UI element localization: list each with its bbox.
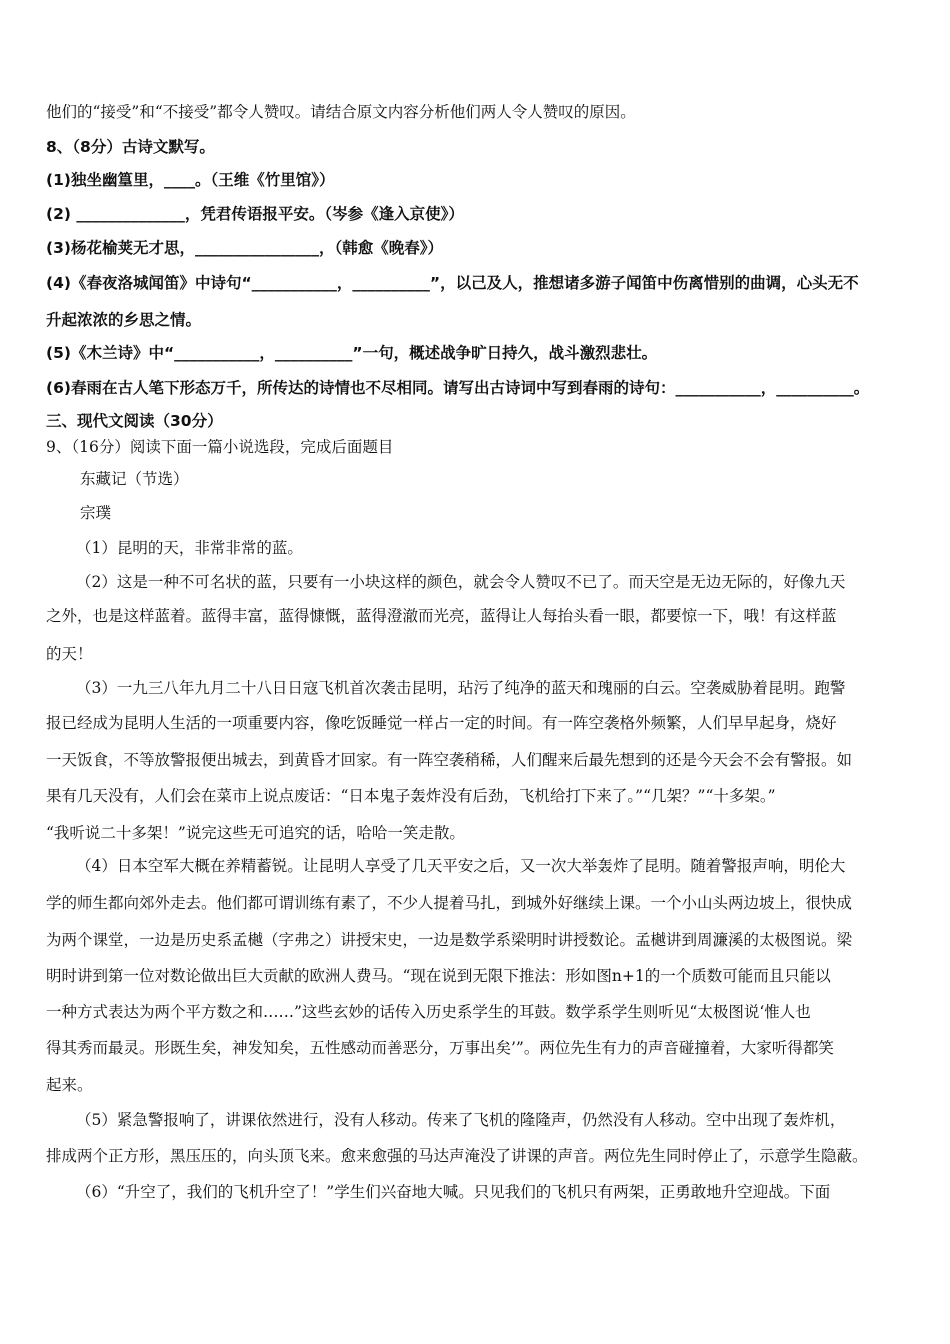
paragraph-line: （2）这是一种不可名状的蓝，只要有一小块这样的颜色，就会令人赞叹不已了。而天空是无边无际的，好像九天 <box>76 573 846 591</box>
question-8-heading: 8、（8分）古诗文默写。 <box>46 138 215 156</box>
paragraph-line: （3）一九三八年九月二十八日日寇飞机首次袭击昆明，玷污了纯净的蓝天和瑰丽的白云。空袭威胁着昆明。跑警 <box>76 679 846 697</box>
paragraph-line: 明时讲到第一位对数论做出巨大贡献的欧洲人费马。“现在说到无限下推法：形如图n+1的一个质数可能而且只能以 <box>46 967 831 985</box>
paragraph-line: “我听说二十多架！”说完这些无可追究的话，哈哈一笑走散。 <box>46 824 465 842</box>
dictation-item-5: (5)《木兰诗》中“___________，__________”一句，概述战争旷日持久，战斗激烈悲壮。 <box>46 344 658 362</box>
paragraph-line: 报已经成为昆明人生活的一项重要内容，像吃饭睡觉一样占一定的时间。有一阵空袭格外频繁，人们早早起身，烧好 <box>46 714 837 732</box>
dictation-item-3: (3)杨花榆荚无才思，________________，（韩愈《晚春》） <box>46 239 443 257</box>
paragraph-line: （5）紧急警报响了，讲课依然进行，没有人移动。传来了飞机的隆隆声，仍然没有人移动。空中出现了轰炸机， <box>76 1111 846 1129</box>
section-heading: 三、现代文阅读（30分） <box>46 412 223 430</box>
story-title: 东藏记（节选） <box>80 470 189 488</box>
text-line: 他们的“接受”和“不接受”都令人赞叹。请结合原文内容分析他们两人令人赞叹的原因。 <box>46 103 636 121</box>
paragraph-line: （4）日本空军大概在养精蓄锐。让昆明人享受了几天平安之后，又一次大举轰炸了昆明。随着警报声响，明伦大 <box>76 857 846 875</box>
paragraph-line: （6）“升空了，我们的飞机升空了！”学生们兴奋地大喊。只见我们的飞机只有两架，正勇敢地升空迎战。下面 <box>76 1183 831 1201</box>
dictation-item-4-cont: 升起浓浓的乡思之情。 <box>46 311 202 329</box>
question-9-heading: 9、（16分）阅读下面一篇小说选段，完成后面题目 <box>46 438 394 456</box>
paragraph-line: 一种方式表达为两个平方数之和……”这些玄妙的话传入历史系学生的耳鼓。数学系学生则听见“太极图说‘惟人也 <box>46 1003 811 1021</box>
paragraph-line: 的天！ <box>46 645 93 663</box>
paragraph-line: 排成两个正方形，黑压压的，向头顶飞来。愈来愈强的马达声淹没了讲课的声音。两位先生同时停止了，示意学生隐蔽。 <box>46 1147 868 1165</box>
dictation-item-2: (2) ______________，凭君传语报平安。（岑参《逢入京使》） <box>46 205 464 223</box>
paragraph-line: 之外，也是这样蓝着。蓝得丰富，蓝得慷慨，蓝得澄澈而光亮，蓝得让人每抬头看一眼，都要惊一下，哦！有这样蓝 <box>46 607 837 625</box>
paragraph-line: （1）昆明的天，非常非常的蓝。 <box>76 539 303 557</box>
paragraph-line: 起来。 <box>46 1076 93 1094</box>
dictation-item-6: (6)春雨在古人笔下形态万千，所传达的诗情也不尽相同。请写出古诗词中写到春雨的诗句：___________，__________。 <box>46 379 870 397</box>
paragraph-line: 为两个课堂，一边是历史系孟樾（字弗之）讲授宋史，一边是数学系梁明时讲授数论。孟樾讲到周濂溪的太极图说。梁 <box>46 931 853 949</box>
dictation-item-1: (1)独坐幽篁里，____。（王维《竹里馆》） <box>46 171 335 189</box>
paragraph-line: 得其秀而最灵。形既生矣，神发知矣，五性感动而善恶分，万事出矣’”。两位先生有力的声音碰撞着，大家听得都笑 <box>46 1039 834 1057</box>
story-author: 宗璞 <box>80 504 112 522</box>
dictation-item-4: (4)《春夜洛城闻笛》中诗句“___________，__________”，以己及人，推想诸多游子闻笛中伤离惜别的曲调，心头无不 <box>46 274 859 292</box>
paragraph-line: 果有几天没有，人们会在菜市上说点废话：“日本鬼子轰炸没有后劲，飞机给打下来了。”“几架？”“十多架。” <box>46 787 776 805</box>
paragraph-line: 学的师生都向郊外走去。他们都可谓训练有素了，不少人提着马扎，到城外好继续上课。一个小山头两边坡上，很快成 <box>46 894 853 912</box>
paragraph-line: 一天饭食，不等放警报便出城去，到黄昏才回家。有一阵空袭稍稀，人们醒来后最先想到的还是今天会不会有警报。如 <box>46 751 853 769</box>
